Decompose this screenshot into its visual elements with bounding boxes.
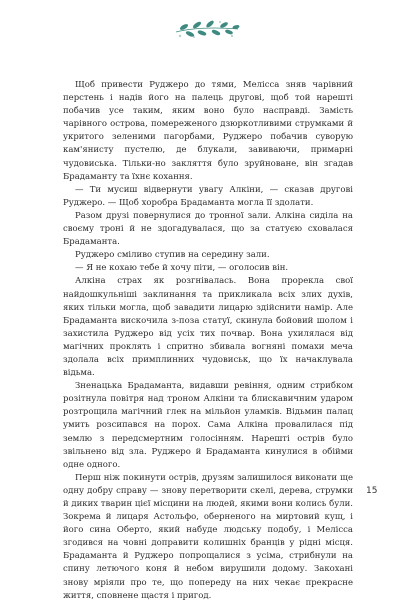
paragraph: Алкіна страх як розгнівалась. Вона прорекла свої найдошкульніші заклинання та прикликала всіх злих духів, яких тільки могла, щоб завадити лицарю здійснити намір. Але Брадаманта вискочила з-поза статуї, скинула бойовий шолом і захистила Руджеро від усіх тих почвар. Вона ухилялася від магічних проклять і спритно збивала вогнянi помахи меча здолала всіх примплинних чудовиськ, що їх начаклувала відьма. xyxy=(63,276,353,379)
paragraph: Зненацька Брадаманта, видавши ревіння, одним стрибком розітнула повітря над троном Алкіни та блискавичним ударом розтрощила магічний глек на мільйон уламків. Відьмин палац умить розсипався на порох. Сама Алкіна провалилася під землю з передсмертним голосінням. Нарешті острів було звільнено від зла. Руджеро й Брадаманта кинулися в обійми одне одного. xyxy=(63,381,353,470)
paragraph: — Ти мусиш відвернути увагу Алкіни, — сказав другові Руджеро. — Щоб хоробра Брадаманта могла її здолати. xyxy=(63,184,353,208)
page-number: 15 xyxy=(366,486,378,496)
paragraph: Перш ніж покинути острів, друзям залишилося виконати ще одну добру справу — знову перетворити скелі, дерева, струмки й диких тварин цієї місцини на людей, якими вони колись були. Зокрема й лицаря Астольфо, оберненого на миртовий кущ, і його сина Оберто, який набуде людську подобу, і Мелісса згодився на човні доправити колишніх бранців у рідні місця. Брадаманта й Руджеро попрощалися з усіма, стрибнули на спину летючого коня й небом вирушили додому. Закохані знову мріяли про те, що попереду на них чекає прекрасне життя, сповнене щастя і пригод. xyxy=(63,472,353,601)
story-text xyxy=(63,79,353,603)
paragraph: Руджеро сміливо ступив на середину зали. xyxy=(75,250,270,261)
leaf-branch-ornament-icon xyxy=(172,18,242,40)
paragraph: — Я не кохаю тебе й хочу піти, — оголосив він. xyxy=(75,263,289,274)
paragraph: Разом друзі повернулися до тронної зали. Алкіна сиділа на своєму троні й не здогадувалася, що за статуєю сховалася Брадаманта. xyxy=(63,210,353,248)
paragraph: Щоб привести Руджеро до тями, Мелісса зняв чарівний перстень і надів його на палець другові, щоб той нарешті побачив усе таким, яким воно було насправді. Замість чарівного острова, помереженого дзюркотливими струмками й укритого зеленими пагорбами, Руджеро побачив суворую кам'янисту пустелю, де блукали, завиваючи, примарні чудовиська. Тільки-но закляття було зруйноване, він згадав Брадаманту та їхнє кохання. xyxy=(63,80,353,182)
